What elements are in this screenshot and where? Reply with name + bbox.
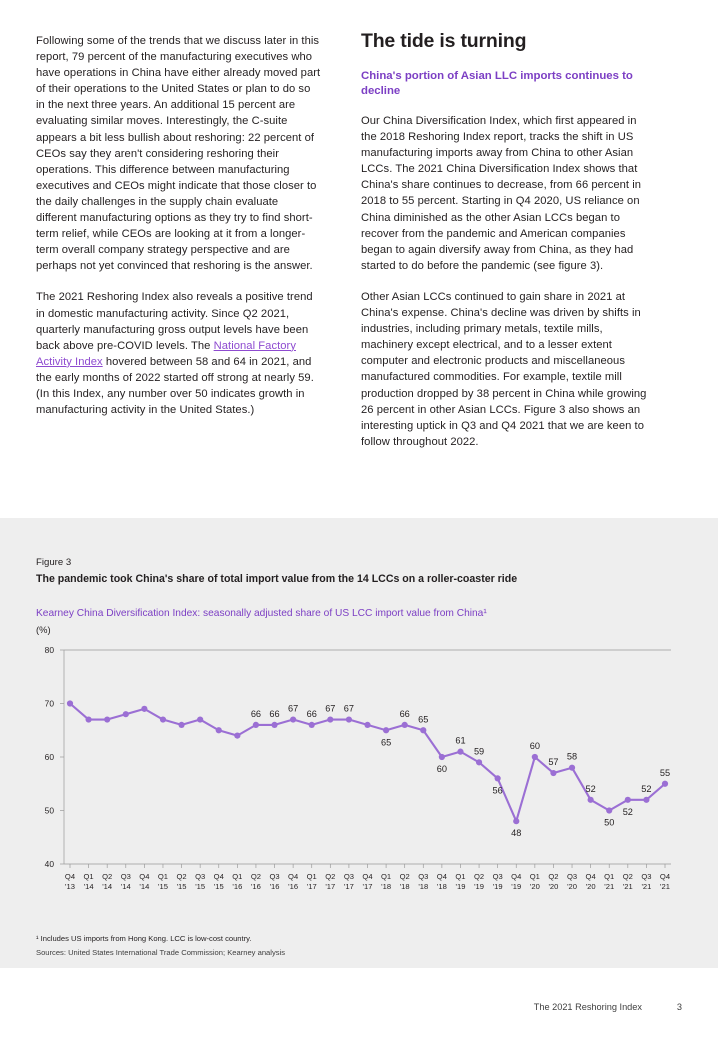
data-point-label: 66 [306, 708, 317, 719]
data-point [123, 711, 129, 717]
data-point [178, 722, 184, 728]
data-point-label: 57 [548, 757, 559, 768]
x-axis-tick-label-year: '21 [641, 882, 652, 891]
figure-title: The pandemic took China's share of total import value from the 14 LCCs on a roller-coaster ride [36, 573, 518, 585]
x-axis-tick-label-year: '18 [436, 882, 447, 891]
x-axis-tick-label-quarter: Q4 [64, 872, 76, 881]
data-point [513, 818, 519, 824]
x-axis-tick-label-quarter: Q2 [102, 872, 113, 881]
x-axis-tick-label-quarter: Q3 [195, 872, 206, 881]
x-axis-tick-label-year: '15 [213, 882, 224, 891]
data-point [67, 700, 73, 706]
x-axis-tick-label-quarter: Q1 [232, 872, 243, 881]
footer-page-number: 3 [676, 1002, 682, 1012]
x-axis-tick-label-year: '14 [120, 882, 131, 891]
section-headline: The tide is turning [361, 30, 527, 52]
data-point-label: 48 [511, 828, 522, 839]
text-section [0, 0, 718, 518]
x-axis-tick-label-quarter: Q3 [492, 872, 503, 881]
data-point-label: 65 [380, 737, 392, 748]
x-axis-tick-label-quarter: Q2 [473, 872, 485, 881]
section-subhead: China's portion of Asian LLC imports continues to decline [361, 70, 633, 97]
data-point [290, 716, 296, 722]
data-point [439, 754, 445, 760]
x-axis-tick-label-year: '18 [381, 882, 392, 891]
y-axis-tick-label: 70 [44, 698, 54, 709]
data-point [662, 781, 668, 787]
x-axis-tick-label-year: '14 [102, 882, 113, 891]
x-axis-tick-label-year: '15 [176, 882, 187, 891]
data-point-label: 50 [604, 817, 615, 828]
x-axis-tick-label-year: '21 [622, 882, 633, 891]
right-text-column [361, 30, 649, 450]
data-point [383, 727, 389, 733]
data-point [85, 716, 91, 722]
x-axis-tick-label-quarter: Q4 [511, 872, 522, 881]
data-point-label: 67 [325, 703, 336, 714]
x-axis-tick-label-year: '16 [269, 882, 280, 891]
x-axis-tick-label-quarter: Q1 [83, 872, 94, 881]
left-text-column [36, 33, 321, 418]
x-axis-tick-label-year: '16 [288, 882, 299, 891]
x-axis-tick-label-year: '19 [474, 882, 485, 891]
x-axis-tick-label-year: '16 [250, 882, 261, 891]
data-point [402, 722, 408, 728]
x-axis-tick-label-quarter: Q2 [250, 872, 262, 881]
x-axis-tick-label-quarter: Q3 [343, 872, 354, 881]
x-axis-tick-label-quarter: Q1 [529, 872, 540, 881]
figure-panel [0, 518, 718, 968]
x-axis-tick-label-quarter: Q2 [622, 872, 633, 881]
x-axis-tick-label-quarter: Q3 [566, 872, 578, 881]
data-point-label: 60 [436, 764, 447, 774]
x-axis-tick-label-quarter: Q4 [213, 872, 224, 881]
paragraph: Our China Diversification Index, which first appeared in the 2018 Reshoring Index report, tracks the shift in US manufacturing imports away from China to other Asian LCCs. The 2021 China Diversification Index shows that China's share continues to decrease, from 66 percent in 2018 to 55 percent. Starting in Q4 2020, US reliance on China diminished as the other Asian LCCs began to recover from the pandemic and American companies began to again diversify away from China, as they had started to do before the pandemic (see figure 3). [361, 115, 642, 272]
paragraph-text-before-link: The 2021 Reshoring Index also reveals a positive trend in domestic manufacturing activity. Since Q2 2021, quarterly manufacturing gross output levels have been back above pre-COVID levels. The [36, 291, 313, 352]
x-axis-tick-label-year: '19 [511, 882, 522, 891]
national-factory-activity-index-link[interactable]: National Factory Activity Index [36, 339, 296, 368]
data-point-label: 59 [473, 746, 485, 757]
x-axis-tick-label-year: '13 [65, 882, 75, 891]
footer-report-title: The 2021 Reshoring Index [533, 1002, 642, 1012]
data-point-label: 55 [659, 767, 671, 778]
x-axis-tick-label-quarter: Q1 [604, 872, 615, 881]
data-point-label: 67 [288, 703, 299, 714]
data-point [271, 722, 277, 728]
data-point [532, 754, 538, 760]
data-point [476, 759, 482, 765]
data-point [606, 807, 612, 813]
x-axis-tick-label-year: '18 [399, 882, 410, 891]
figure-subtitle: Kearney China Diversification Index: seasonally adjusted share of US LCC import value from China¹ [36, 608, 487, 619]
x-axis-tick-label-year: '19 [492, 882, 503, 891]
data-point-label: 65 [418, 714, 429, 725]
data-point [216, 727, 222, 733]
page-footer [0, 968, 718, 1058]
x-axis-tick-label-quarter: Q1 [455, 872, 466, 881]
data-point [643, 797, 649, 803]
data-point [625, 797, 631, 803]
data-point [420, 727, 426, 733]
data-point [588, 797, 594, 803]
y-axis-tick-label: 50 [44, 805, 54, 816]
data-point [327, 716, 333, 722]
data-point-label: 56 [492, 785, 503, 796]
data-point [197, 716, 203, 722]
x-axis-tick-label-year: '20 [529, 882, 540, 891]
x-axis-tick-label-quarter: Q4 [585, 872, 596, 881]
data-point [104, 716, 110, 722]
x-axis-tick-label-year: '21 [604, 882, 615, 891]
data-point-label: 52 [641, 783, 652, 794]
data-point [550, 770, 556, 776]
data-point-label: 61 [455, 735, 466, 746]
x-axis-tick-label-quarter: Q3 [641, 872, 652, 881]
x-axis-tick-label-quarter: Q2 [176, 872, 187, 881]
y-axis-tick-label: 60 [44, 752, 54, 762]
x-axis-tick-label-year: '21 [660, 882, 670, 891]
figure-label: Figure 3 [36, 557, 72, 568]
x-axis-tick-label-quarter: Q2 [325, 872, 336, 881]
data-point-label: 52 [622, 806, 633, 817]
x-axis-tick-label-quarter: Q3 [418, 872, 429, 881]
x-axis-tick-label-quarter: Q1 [157, 872, 169, 881]
x-axis-tick-label-year: '15 [195, 882, 206, 891]
data-point [160, 716, 166, 722]
figure-footnote-1: ¹ Includes US imports from Hong Kong. LCC is low-cost country. [36, 934, 252, 943]
data-point [234, 733, 240, 739]
x-axis-tick-label-quarter: Q4 [659, 872, 671, 881]
data-point [364, 722, 370, 728]
x-axis-tick-label-year: '14 [83, 882, 94, 891]
x-axis-tick-label-year: '16 [232, 882, 243, 891]
data-point [253, 722, 259, 728]
y-axis-tick-label: 80 [44, 645, 54, 655]
data-line [70, 704, 665, 822]
line-chart [36, 642, 681, 912]
x-axis-tick-label-year: '20 [567, 882, 577, 891]
x-axis-tick-label-quarter: Q3 [269, 872, 280, 881]
x-axis-tick-label-quarter: Q2 [399, 872, 410, 881]
data-point [457, 749, 463, 755]
figure-unit-label: (%) [36, 624, 51, 635]
data-point-label: 66 [250, 708, 262, 719]
data-point-label: 66 [399, 708, 410, 719]
x-axis-tick-label-year: '20 [585, 882, 596, 891]
paragraph-with-link [36, 289, 321, 418]
data-point-label: 60 [529, 741, 540, 751]
x-axis-tick-label-quarter: Q3 [120, 872, 131, 881]
data-point-label: 52 [585, 783, 596, 794]
x-axis-tick-label-year: '19 [455, 882, 466, 891]
data-point [141, 706, 147, 712]
x-axis-tick-label-quarter: Q4 [436, 872, 447, 881]
data-point-label: 67 [343, 703, 355, 714]
x-axis-tick-label-quarter: Q4 [139, 872, 150, 881]
x-axis-tick-label-year: '17 [362, 882, 373, 891]
data-point [569, 765, 575, 771]
x-axis-tick-label-year: '14 [139, 882, 150, 891]
x-axis-tick-label-year: '15 [158, 882, 168, 891]
data-point [309, 722, 315, 728]
data-point-label: 58 [566, 751, 578, 762]
x-axis-tick-label-year: '17 [343, 882, 354, 891]
data-point [346, 716, 352, 722]
x-axis-tick-label-quarter: Q4 [288, 872, 299, 881]
x-axis-tick-label-year: '20 [548, 882, 559, 891]
x-axis-tick-label-quarter: Q1 [306, 872, 317, 881]
x-axis-tick-label-year: '17 [325, 882, 336, 891]
x-axis-tick-label-quarter: Q2 [548, 872, 559, 881]
paragraph: Other Asian LCCs continued to gain share in 2021 at China's expense. China's decline was driven by shifts in industries, including primary metals, textile mills, machinery except electrical, and to a lesser extent computer and electronic products and miscellaneous manufactured commodities. For example, textile mill production dropped by 38 percent in China while growing 26 percent in other Asian LCCs. Figure 3 also shows an interesting uptick in Q3 and Q4 2021 that we are keen to follow throughout 2022. [361, 290, 647, 448]
data-point [495, 775, 501, 781]
x-axis-tick-label-year: '18 [418, 882, 429, 891]
paragraph-text-after-link: hovered between 58 and 64 in 2021, and the early months of 2022 started off strong at nearly 59. (In this Index, any number over 50 indicates growth in manufacturing activity in the United States.) [36, 355, 314, 417]
x-axis-tick-label-year: '17 [306, 882, 317, 891]
y-axis-tick-label: 40 [44, 859, 54, 869]
x-axis-tick-label-quarter: Q1 [381, 872, 392, 881]
data-point-label: 66 [269, 708, 280, 719]
x-axis-tick-label-quarter: Q4 [362, 872, 373, 881]
chart-svg [36, 642, 681, 912]
paragraph: Following some of the trends that we discuss later in this report, 79 percent of the manufacturing executives who have operations in China have either already moved part of their operations to the United States or plan to do so in the next three years. An additional 15 percent are evaluating similar moves. Interestingly, the C-suite appears a bit less bullish about reshoring: 22 percent of CEOs say they aren't considering reshoring their operations. This difference between manufacturing executives and CEOs might indicate that those closer to the daily challenges in the supply chain evaluate different manufacturing options as they try to find short-term relief, while CEOs are looking at it from a longer-term overall company strategy perspective and are perhaps not yet convinced that reshoring is the answer. [36, 35, 321, 273]
figure-sources: Sources: United States International Trade Commission; Kearney analysis [36, 948, 286, 957]
